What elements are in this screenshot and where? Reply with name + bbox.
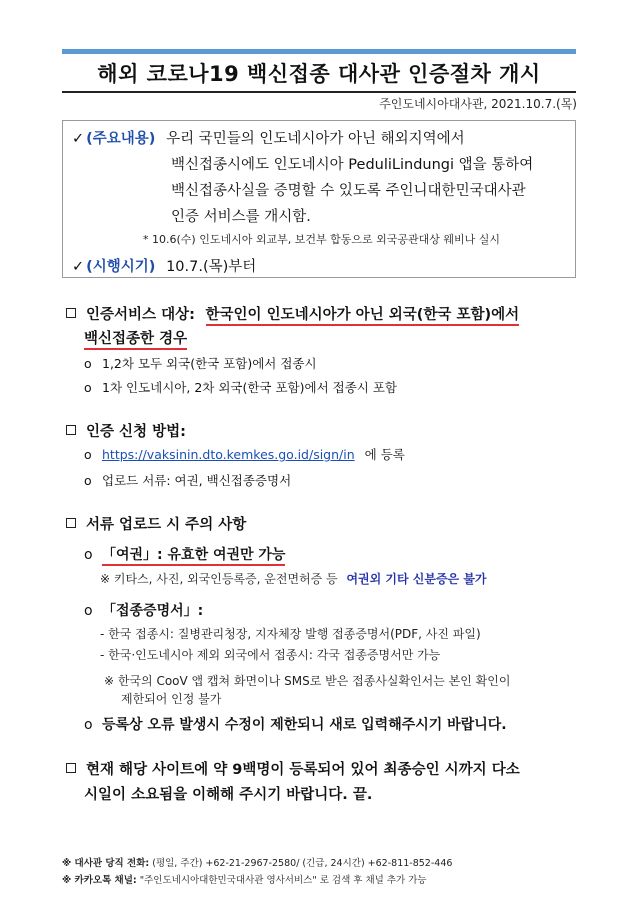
cert-detail: - 한국·인도네시아 제외 외국에서 접종시: 각국 접종증명서만 가능 xyxy=(100,648,441,662)
section-closing-cont: 시일이 소요됨을 이해해 주시기 바랍니다. 끝. xyxy=(84,787,373,803)
square-bullet-icon xyxy=(66,425,76,435)
square-bullet-icon xyxy=(66,518,76,528)
summary-box xyxy=(62,120,576,278)
circle-bullet-icon: o xyxy=(84,380,92,395)
square-bullet-icon xyxy=(66,763,76,773)
document-title: 해외 코로나19 백신접종 대사관 인증절차 개시 xyxy=(97,62,541,86)
list-item: o https://vaksinin.dto.kemkes.go.id/sign/in 에 등록 xyxy=(84,447,405,462)
list-item: o 업로드 서류: 여권, 백신접종증명서 xyxy=(84,473,292,488)
content-label: (주요내용) xyxy=(86,131,156,147)
summary-effective-line xyxy=(72,255,256,276)
registration-link[interactable]: https://vaksinin.dto.kemkes.go.id/sign/in xyxy=(102,447,355,462)
section-target: 인증서비스 대상: 한국인이 인도네시아가 아닌 외국(한국 포함)에서 xyxy=(66,303,519,324)
circle-bullet-icon: o xyxy=(84,603,93,619)
circle-bullet-icon: o xyxy=(84,717,93,733)
effective-value: 10.7.(목)부터 xyxy=(166,259,257,275)
coov-note-cont: 제한되어 인정 불가 xyxy=(121,692,222,706)
checkmark-icon: ✓ xyxy=(72,131,85,147)
section-caution: 서류 업로드 시 주의 사항 xyxy=(66,513,246,534)
title-top-bar xyxy=(62,49,576,54)
circle-bullet-icon: o xyxy=(84,356,92,371)
target-highlight: 한국인이 인도네시아가 아닌 외국(한국 포함)에서 xyxy=(206,307,520,326)
section-method: 인증 신청 방법: xyxy=(66,420,186,441)
passport-item: o 「여권」: 유효한 여권만 가능 xyxy=(84,544,285,564)
summary-footnote: * 10.6(수) 인도네시아 외교부, 보건부 합동으로 외국공관대상 웨비나 실시 xyxy=(143,233,500,246)
footer-kakao-channel: ※ 카카오톡 채널: "주인도네시아대한민국대사관 영사서비스" 로 검색 후 채널 추가 가능 xyxy=(62,875,427,886)
summary-content-line-4: 인증 서비스를 개시함. xyxy=(171,209,311,225)
summary-content-line-2: 백신접종시에도 인도네시아 PeduliLindungi 앱을 통하여 xyxy=(171,157,534,173)
cert-detail: - 한국 접종시: 질병관리청장, 지자체장 발행 접종증명서(PDF, 사진 파일) xyxy=(100,627,481,641)
error-item: o 등록상 오류 발생시 수정이 제한되니 새로 입력해주시기 바랍니다. xyxy=(84,717,507,733)
footer-duty-phone: ※ 대사관 당직 전화: (평일, 주간) +62-21-2967-2580/ (긴급, 24시간) +62-811-852-446 xyxy=(62,858,453,869)
section-target-cont: 백신접종한 경우 xyxy=(84,327,187,348)
circle-bullet-icon: o xyxy=(84,447,92,462)
issuer-date: 주인도네시아대사관, 2021.10.7.(목) xyxy=(379,97,577,111)
cert-item: o 「접종증명서」: xyxy=(84,603,204,619)
list-item: o 1차 인도네시아, 2차 외국(한국 포함)에서 접종시 포함 xyxy=(84,380,397,395)
summary-content-line-3: 백신접종사실을 증명할 수 있도록 주인니대한민국대사관 xyxy=(171,183,526,199)
list-item: o 1,2차 모두 외국(한국 포함)에서 접종시 xyxy=(84,356,317,371)
circle-bullet-icon: o xyxy=(84,473,92,488)
summary-content-line-1: ✓ (주요내용) 우리 국민들의 인도네시아가 아닌 해외지역에서 xyxy=(72,131,465,147)
circle-bullet-icon: o xyxy=(84,547,93,563)
checkmark-icon: ✓ xyxy=(72,259,85,275)
passport-note: ※ 키타스, 사진, 외국인등록증, 운전면허증 등 여권외 기타 신분증은 불가 xyxy=(100,572,487,586)
square-bullet-icon xyxy=(66,308,76,318)
effective-label: (시행시기) xyxy=(86,259,156,275)
section-closing: 현재 해당 사이트에 약 9백명이 등록되어 있어 최종승인 시까지 다소 xyxy=(66,758,520,779)
coov-note: ※ 한국의 CooV 앱 캡쳐 화면이나 SMS로 받은 접종사실확인서는 본인 확인이 xyxy=(104,674,511,688)
title-underline xyxy=(62,91,576,93)
